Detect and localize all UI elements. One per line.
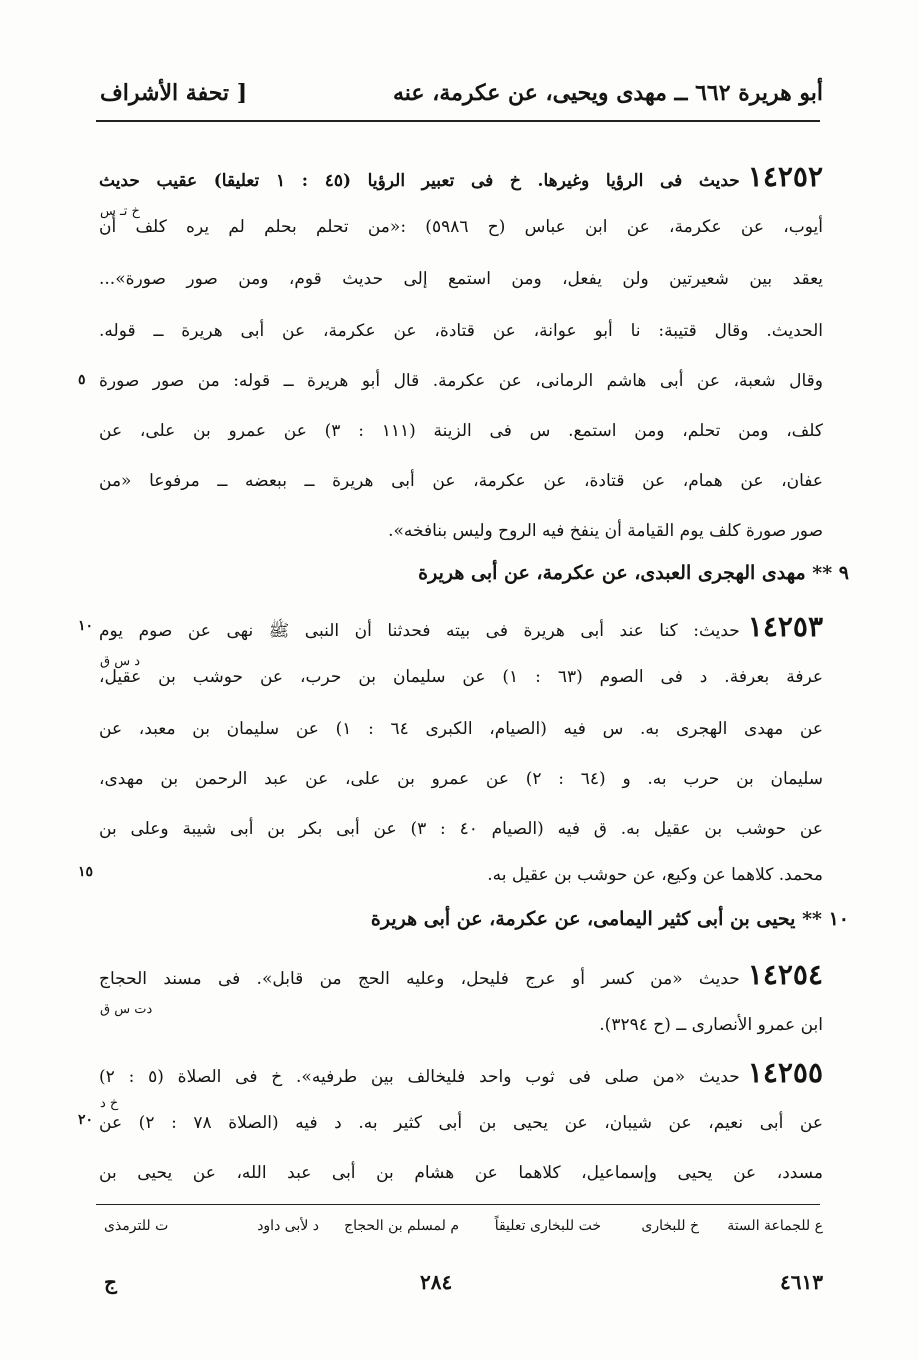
entry-4-line-2: عن أبى نعيم، عن شيبان، عن يحيى بن أبى كثير به. د فيه (الصلاة ٧٨ : ٢) عن — [99, 1113, 823, 1133]
margin-line-number: ٢٠ — [78, 1112, 94, 1128]
section-9-heading: ٩ ** مهدى الهجرى العبدى، عن عكرمة، عن أبى هريرة — [418, 562, 849, 584]
entry-3-line-2: ابن عمرو الأنصارى ــ (ح ٣٢٩٤). — [599, 1015, 823, 1035]
entry-1-line-1: ١٤٢٥٢حديث فى الرؤيا وغيرها. خ فى تعبير الرؤيا (٤٥ : ١ تعليقا) عقيب حديث — [99, 160, 823, 193]
entry-4-line-1: ١٤٢٥٥حديث «من صلى فى ثوب واحد فليخالف بين طرفيه». خ فى الصلاة (٥ : ٢) — [99, 1056, 823, 1089]
header-rule — [96, 120, 820, 122]
footnote-rule — [96, 1204, 820, 1205]
entry-2-line-4: سليمان بن حرب به. و (٦٤ : ٢) عن عمرو بن على، عن عبد الرحمن بن مهدى، — [99, 769, 823, 789]
section-10-heading: ١٠ ** يحيى بن أبى كثير اليمامى، عن عكرمة، عن أبى هريرة — [370, 908, 849, 930]
footer-signature-mark: ج — [104, 1270, 117, 1294]
entry-1-line-3: يعقد بين شعيرتين ولن يفعل، ومن استمع إلى حديث قوم، ومن صور صورة»... — [99, 269, 823, 289]
entry-1-line-7: عفان، عن همام، عن قتادة، عن عكرمة، عن أبى هريرة ــ ببعضه ــ مرفوعا «من — [99, 471, 823, 491]
running-header-book: [ تحفة الأشراف — [100, 80, 248, 106]
entry-2-line-1: ١٤٢٥٣حديث: كنا عند أبى هريرة فى بيته فحدثنا أن النبى ﷺ نهى عن صوم يوم — [99, 610, 823, 643]
footnote-item: د لأبى داود — [257, 1218, 319, 1234]
volume-page-number: ٤٦١٣ — [780, 1270, 823, 1294]
entry-3-sigla: دت س ق — [100, 1002, 153, 1017]
entry-4-line-3: مسدد، عن يحيى وإسماعيل، كلاهما عن هشام بن أبى عبد الله، عن يحيى بن — [99, 1163, 823, 1183]
page-number: ٢٨٤ — [420, 1270, 453, 1294]
entry-2-line-5: عن حوشب بن عقيل به. ق فيه (الصيام ٤٠ : ٣) عن أبى بكر بن أبى شيبة وعلى بن — [99, 819, 823, 839]
margin-line-number: ١٠ — [78, 618, 94, 634]
entry-1-line-8: صور صورة كلف يوم القيامة أن ينفخ فيه الروح وليس بنافخه». — [388, 521, 823, 541]
footnote-item: ت للترمذى — [104, 1218, 169, 1234]
footnote-item: خ للبخارى — [641, 1218, 699, 1234]
entry-2-line-2: عرفة بعرفة. د فى الصوم (٦٣ : ١) عن سليمان بن حرب، عن حوشب بن عقيل، — [99, 667, 823, 687]
hadith-number: ١٤٢٥٢ — [747, 160, 823, 193]
entry-2-sigla: د س ق — [100, 654, 141, 669]
running-header-title: أبو هريرة ٦٦٢ ــ مهدى ويحيى، عن عكرمة، عنه — [393, 80, 823, 106]
margin-line-number: ٥ — [78, 372, 86, 388]
footnote-item: خت للبخارى تعليقاً — [494, 1218, 601, 1234]
entry-2-line-6: محمد. كلاهما عن وكيع، عن حوشب بن عقيل به. — [487, 865, 823, 885]
entry-1-sigla: خ تـ س — [100, 204, 140, 219]
hadith-number: ١٤٢٥٣ — [747, 610, 823, 643]
footnote-item: ع للجماعة الستة — [727, 1218, 823, 1234]
entry-1-line-2: أيوب، عن عكرمة، عن ابن عباس (ح ٥٩٨٦) :«من تحلم بحلم لم يره كلف أن — [99, 217, 823, 237]
entry-3-line-1: ١٤٢٥٤حديث «من كسر أو عرج فليحل، وعليه الحج من قابل». فى مسند الحجاج — [99, 958, 823, 991]
entry-2-line-3: عن مهدى الهجرى به. س فيه (الصيام، الكبرى ٦٤ : ١) عن سليمان بن معبد، عن — [99, 719, 823, 739]
margin-line-number: ١٥ — [78, 864, 94, 880]
hadith-number: ١٤٢٥٤ — [747, 958, 823, 991]
footnote-item: م لمسلم بن الحجاج — [344, 1218, 459, 1234]
hadith-number: ١٤٢٥٥ — [747, 1056, 823, 1089]
entry-1-line-5: وقال شعبة، عن أبى هاشم الرمانى، عن عكرمة. قال أبو هريرة ــ قوله: من صور صورة — [99, 371, 823, 391]
entry-1-line-6: كلف، ومن تحلم، ومن استمع. س فى الزينة (١١١ : ٣) عن عمرو بن على، عن — [99, 421, 823, 441]
entry-1-line-4: الحديث. وقال قتيبة: نا أبو عوانة، عن قتادة، عن عكرمة، عن أبى هريرة ــ قوله. — [99, 321, 823, 341]
entry-4-sigla: خ د — [100, 1096, 119, 1111]
